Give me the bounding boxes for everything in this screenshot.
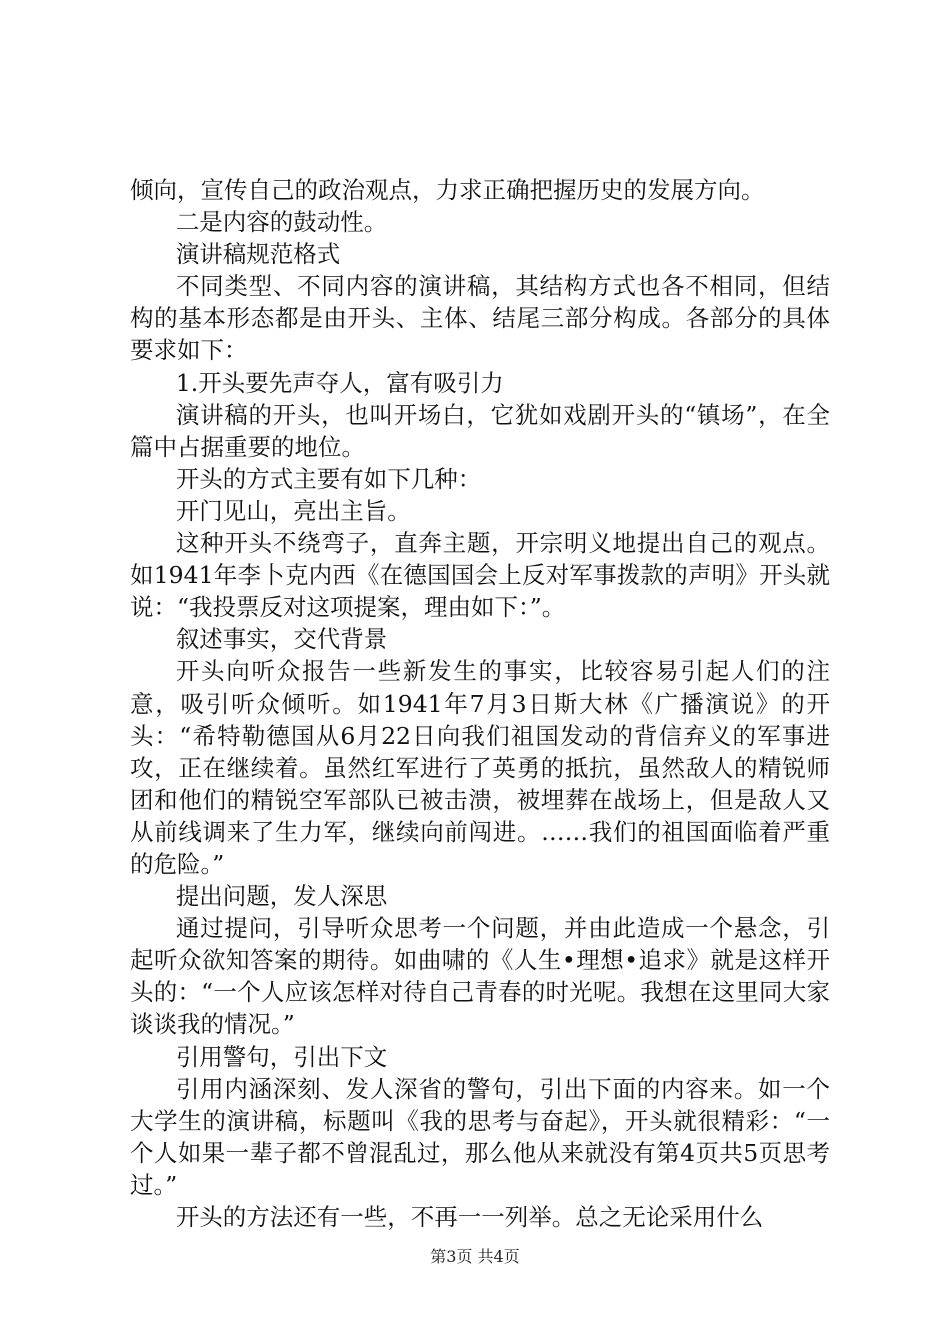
paragraph: 开头的方式主要有如下几种： (175, 464, 482, 493)
paragraph: 这种开头不绕弯子，直奔主题，开宗明义地提出自己的观点。如1941年李卜克内西《在德国国会上反对军事拨款的声明》开头就说：“我投票反对这项提案，理由如下：”。 (130, 529, 830, 622)
paragraph: 开头的方法还有一些，不再一一列举。总之无论采用什么 (175, 1203, 764, 1231)
subheading: 叙述事实，交代背景 (175, 625, 388, 654)
section-heading: 1.开头要先声夺人，富有吸引力 (175, 368, 504, 397)
section-heading: 演讲稿规范格式 (175, 240, 341, 269)
subheading: 引用警句，引出下文 (175, 1042, 388, 1071)
paragraph: 演讲稿的开头，也叫开场白，它犹如戏剧开头的“镇场”，在全篇中占据重要的地位。 (130, 400, 830, 461)
paragraph: 开头向听众报告一些新发生的事实，比较容易引起人们的注意，吸引听众倾听。如1941年7月3日斯大林《广播演说》的开头：“希特勒德国从6月22日向我们祖国发动的背信弃义的军事进攻，正在继续着。虽然红军进行了英勇的抵抗，虽然敌人的精锐师团和他们的精锐空军部队已被击溃，被埋葬在战场上，但是敌人又从前线调来了生力军，继续向前闯进。……我们的祖国面临着严重的危险。” (130, 657, 830, 878)
paragraph: 引用内涵深刻、发人深省的警句，引出下面的内容来。如一个大学生的演讲稿，标题叫《我的思考与奋起》，开头就很精彩：“一个人如果一辈子都不曾混乱过，那么他从来就没有第4页共5页思考过。” (130, 1074, 830, 1199)
paragraph: 二是内容的鼓动性。 (175, 208, 388, 237)
page-number-footer: 第3页 共4页 (430, 1247, 520, 1266)
paragraph: 不同类型、不同内容的演讲稿，其结构方式也各不相同，但结构的基本形态都是由开头、主体、结尾三部分构成。各部分的具体要求如下： (130, 272, 830, 365)
paragraph: 倾向，宣传自己的政治观点，力求正确把握历史的发展方向。 (130, 176, 765, 204)
subheading: 开门见山，亮出主旨。 (175, 496, 411, 525)
body-text (130, 174, 830, 1233)
paragraph: 通过提问，引导听众思考一个问题，并由此造成一个悬念，引起听众欲知答案的期待。如曲啸的《人生•理想•追求》就是这样开头的：“一个人应该怎样对待自己青春的时光呢。我想在这里同大家谈谈我的情况。” (130, 914, 830, 1039)
subheading: 提出问题，发人深思 (175, 882, 388, 911)
